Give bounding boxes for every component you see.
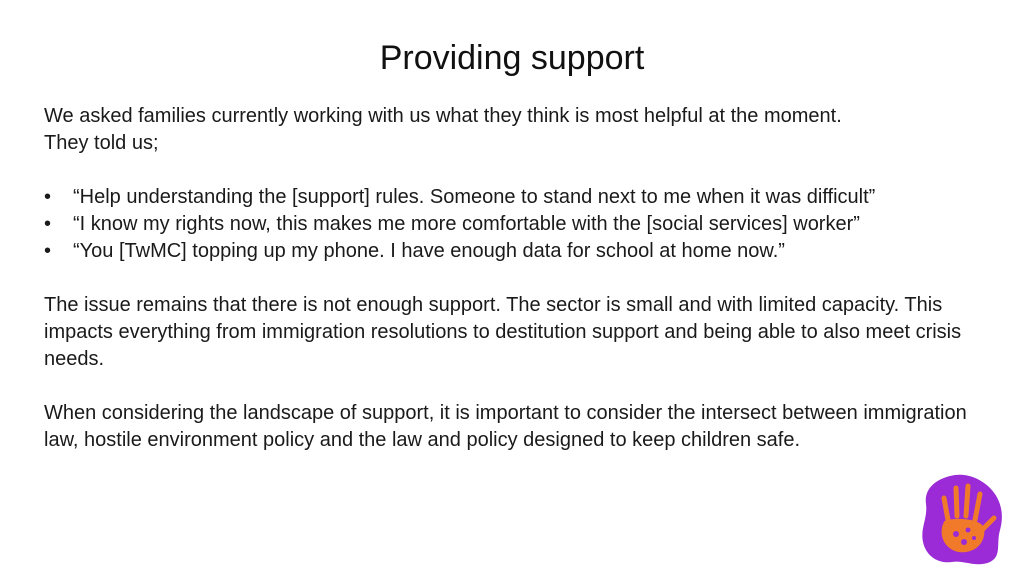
list-item bbox=[44, 211, 994, 238]
list-item bbox=[44, 238, 994, 265]
bullet-icon: • bbox=[44, 186, 52, 208]
quote-text: “You [TwMC] topping up my phone. I have enough data for school at home now.” bbox=[73, 240, 785, 262]
slide-body bbox=[44, 103, 994, 454]
quote-text: “Help understanding the [support] rules. Someone to stand next to me when it was difficult” bbox=[73, 186, 876, 208]
bullet-icon: • bbox=[44, 240, 52, 262]
intro-line-1: We asked families currently working with us what they think is most helpful at the moment. bbox=[44, 105, 842, 127]
intro-line-2: They told us; bbox=[44, 132, 159, 154]
list-item bbox=[44, 184, 994, 211]
handprint-logo-icon bbox=[920, 472, 1004, 566]
quote-text: “I know my rights now, this makes me more comfortable with the [social services] worker” bbox=[73, 213, 860, 235]
bullet-icon: • bbox=[44, 213, 52, 235]
quotes-list bbox=[44, 184, 994, 265]
issue-paragraph: The issue remains that there is not enough support. The sector is small and with limited capacity. This impacts everything from immigration resolutions to destitution support and being able to also meet crisis needs. bbox=[44, 294, 962, 370]
slide-title: Providing support bbox=[379, 39, 645, 77]
landscape-paragraph: When considering the landscape of support, it is important to consider the intersect between immigration law, hostile environment policy and the law and policy designed to keep children safe. bbox=[44, 402, 967, 451]
